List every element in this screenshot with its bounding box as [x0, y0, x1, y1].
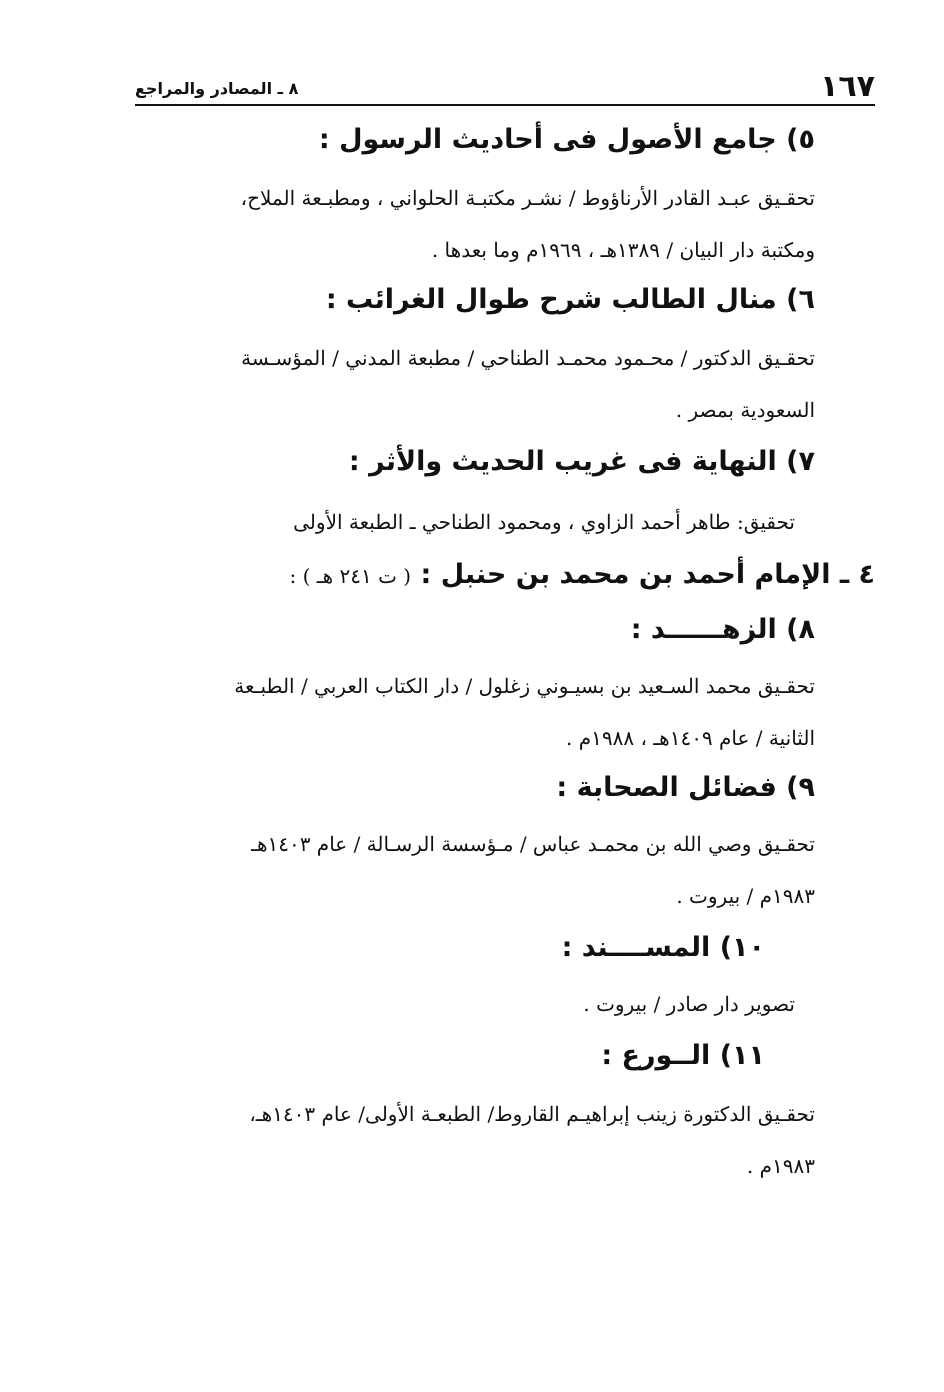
entry-number: ٨): [786, 614, 815, 645]
running-head: [135, 58, 875, 104]
entry-line: ومكتبة دار البيان / ١٣٨٩هـ ، ١٩٦٩م وما بعدها .: [431, 238, 815, 262]
entry-body-6: [135, 332, 815, 436]
entry-line: ١٩٨٣م .: [746, 1154, 815, 1178]
entry-heading-9: [556, 766, 815, 810]
entry-line: تحقـيق وصي الله بن محمـد عباس / مـؤسسة الرسـالة / عام ١٤٠٣هـ: [251, 832, 815, 856]
entry-line: تحقـيق محمد السـعيد بن بسيـوني زغلول / دار الكتاب العربي / الطبـعة: [234, 674, 815, 698]
entry-title: فضائل الصحابة :: [556, 772, 777, 803]
entry-body-8: [135, 660, 815, 764]
entry-title: النهاية فى غريب الحديث والأثر :: [348, 446, 777, 477]
entry-line: السعودية بمصر .: [675, 398, 815, 422]
entry-line: تحقـيق الدكتور / محـمود محمـد الطناحي / مطبعة المدني / المؤسـسة: [241, 346, 815, 370]
section-title: ٤ ـ الإمام أحمد بن محمد بن حنبل :: [420, 559, 875, 590]
entry-body-7: [135, 496, 795, 548]
entry-line: تصوير دار صادر / بيروت .: [583, 992, 795, 1016]
entry-number: ٩): [786, 772, 815, 803]
section-heading-4: [289, 550, 875, 601]
entry-number: ٥): [786, 124, 815, 155]
entry-title: منال الطالب شرح طوال الغرائب :: [325, 284, 777, 315]
entry-number: ٧): [786, 446, 815, 477]
entry-line: تحقـيق الدكتورة زينب إبراهيـم القاروط/ الطبعـة الأولى/ عام ١٤٠٣هـ،: [249, 1102, 815, 1126]
chapter-title: ٨ ـ المصادر والمراجع: [135, 79, 299, 98]
entry-heading-7: [349, 440, 815, 484]
entry-title: المســــند :: [561, 932, 711, 963]
entry-line: الثانية / عام ١٤٠٩هـ ، ١٩٨٨م .: [566, 726, 815, 750]
entry-body-10: [135, 978, 795, 1030]
entry-body-5: [135, 172, 815, 276]
entry-body-11: [135, 1088, 815, 1192]
entry-number: ١١): [719, 1040, 765, 1071]
page-number: ١٦٧: [820, 69, 875, 104]
entry-title: الــورع :: [601, 1040, 711, 1071]
entry-heading-11: [601, 1034, 765, 1078]
death-date-note: ( ت ٢٤١ هـ ) :: [289, 564, 412, 588]
entry-title: جامع الأصول فى أحاديث الرسول :: [318, 124, 777, 155]
entry-line: تحقـيق عبـد القادر الأرناؤوط / نشـر مكتبـة الحلواني ، ومطبـعة الملاح،: [240, 186, 815, 210]
entry-heading-6: [326, 278, 815, 322]
entry-number: ٦): [786, 284, 815, 315]
entry-body-9: [135, 818, 815, 922]
header-rule: [135, 104, 875, 106]
entry-heading-10: [562, 926, 765, 970]
entry-line: تحقيق: طاهر أحمد الزاوي ، ومحمود الطناحي ـ الطبعة الأولى: [293, 510, 795, 534]
entry-heading-8: [631, 608, 815, 652]
entry-line: ١٩٨٣م / بيروت .: [676, 884, 815, 908]
entry-number: ١٠): [719, 932, 765, 963]
entry-heading-5: [319, 118, 815, 162]
entry-title: الزهــــــد :: [630, 614, 777, 645]
